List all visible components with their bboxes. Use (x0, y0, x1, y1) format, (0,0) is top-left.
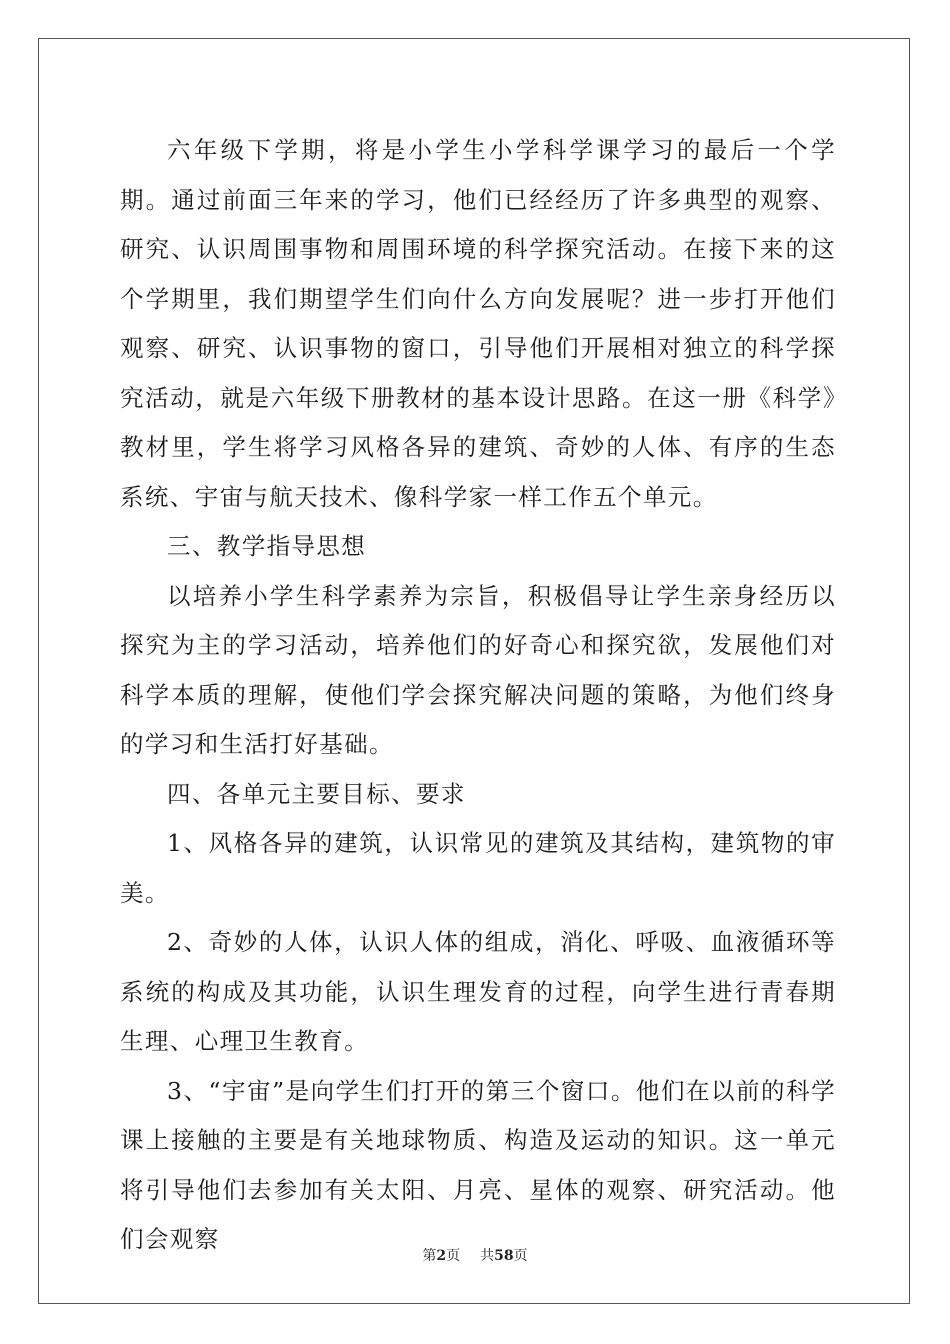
page-prefix: 第 (422, 1248, 437, 1264)
intro-paragraph: 六年级下学期，将是小学生小学科学课学习的最后一个学期。通过前面三年来的学习，他们已经经历了许多典型的观察、研究、认识周围事物和周围环境的科学探究活动。在接下来的这个学期里，我们期望学生们向什么方向发展呢？进一步打开他们观察、研究、认识事物的窗口，引导他们开展相对独立的科学探究活动，就是六年级下册教材的基本设计思路。在这一册《科学》教材里，学生将学习风格各异的建筑、奇妙的人体、有序的生态系统、宇宙与航天技术、像科学家一样工作五个单元。 (120, 136, 836, 511)
unit-goal-item-3: 3、“宇宙”是向学生们打开的第三个窗口。他们在以前的科学课上接触的主要是有关地球物质、构造及运动的知识。这一单元将引导他们去参加有关太阳、月亮、星体的观察、研究活动。他们会观察 (120, 1076, 836, 1253)
total-suffix: 页 (513, 1248, 528, 1264)
total-prefix: 共 (480, 1248, 495, 1264)
unit-goal-item-1: 1、风格各异的建筑，认识常见的建筑及其结构，建筑物的审美。 (120, 829, 836, 907)
page-suffix: 页 (446, 1248, 461, 1264)
page-footer (0, 1246, 950, 1266)
section-heading-unit-goals: 四、各单元主要目标、要求 (167, 779, 466, 808)
page-number: 2 (436, 1248, 447, 1264)
unit-goal-item-2: 2、奇妙的人体，认识人体的组成，消化、呼吸、血液循环等系统的构成及其功能，认识生理发育的过程，向学生进行青春期生理、心理卫生教育。 (120, 928, 836, 1055)
teaching-philosophy-paragraph: 以培养小学生科学素养为宗旨，积极倡导让学生亲身经历以探究为主的学习活动，培养他们的好奇心和探究欲，发展他们对科学本质的理解，使他们学会探究解决问题的策略，为他们终身的学习和生活打好基础。 (120, 581, 836, 758)
page-total: 58 (494, 1248, 514, 1264)
document-body (120, 126, 836, 1265)
section-heading-teaching-philosophy: 三、教学指导思想 (167, 532, 367, 560)
